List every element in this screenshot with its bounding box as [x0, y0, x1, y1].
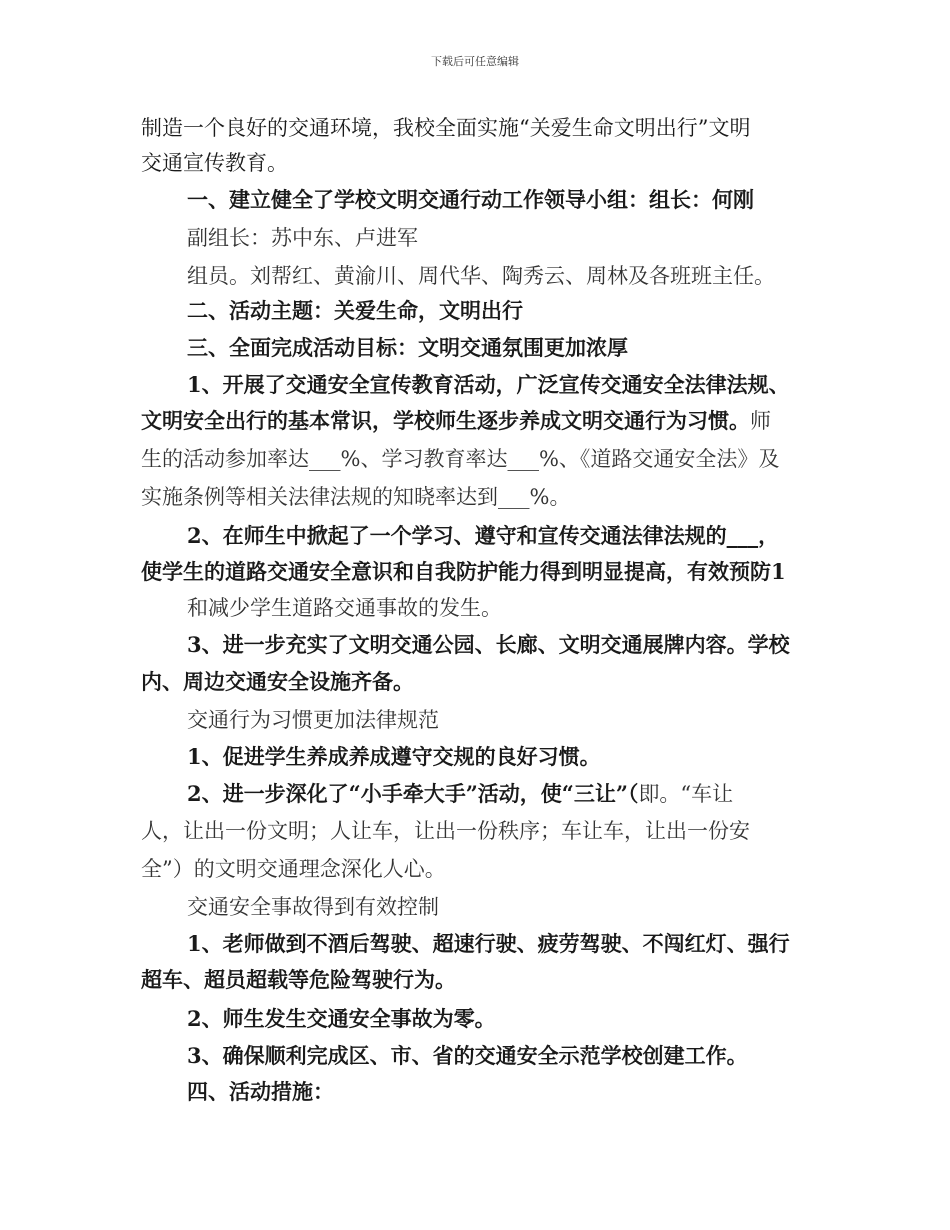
text-line: 交通安全事故得到有效控制 [187, 895, 439, 919]
bold-part: 2、进一步深化了“小手牵大手”活动，使“三让”（ [187, 781, 639, 806]
text-line: 交通宣传教育。 [141, 151, 288, 175]
text-line: 1、促进学生养成养成遵守交规的良好习惯。 [187, 744, 601, 769]
text-line: 3、进一步充实了文明交通公园、长廊、文明交通展牌内容。学校 [187, 632, 790, 657]
text-line: 内、周边交通安全设施齐备。 [141, 669, 414, 694]
text-line: 实施条例等相关法律法规的知晓率达到___%。 [141, 485, 571, 509]
section-heading: 四、活动措施： [187, 1079, 334, 1104]
text-line: 2、师生发生交通安全事故为零。 [187, 1006, 496, 1031]
page-header: 下载后可任意编辑 [431, 55, 519, 68]
text-line: 使学生的道路交通安全意识和自我防护能力得到明显提高，有效预防1 [141, 559, 786, 584]
text-line [187, 779, 733, 809]
text-line: 和减少学生道路交通事故的发生。 [187, 596, 502, 620]
bold-part: 文明安全出行的基本常识，学校师生逐步养成文明交通行为习惯。 [141, 408, 750, 433]
text-line: 生的活动参加率达___%、学习教育率达___%、《道路交通安全法》及 [141, 447, 780, 471]
text-line: 交通行为习惯更加法律规范 [187, 708, 439, 732]
text-line: 超车、超员超载等危险驾驶行为。 [141, 967, 456, 992]
text-line: 3、确保顺利完成区、市、省的交通安全示范学校创建工作。 [187, 1043, 748, 1068]
text-line: 副组长：苏中东、卢进军 [187, 226, 418, 250]
normal-part: 师 [750, 409, 771, 433]
section-heading: 一、建立健全了学校文明交通行动工作领导小组：组长：何刚 [187, 187, 754, 212]
text-line: 组员。刘帮红、黄渝川、周代华、陶秀云、周林及各班班主任。 [187, 264, 775, 288]
normal-part: 即。“车让 [638, 782, 734, 806]
text-line: 2、在师生中掀起了一个学习、遵守和宣传交通法律法规的___， [187, 523, 780, 548]
section-heading: 三、全面完成活动目标：文明交通氛围更加浓厚 [187, 335, 628, 360]
text-line: 1、开展了交通安全宣传教育活动，广泛宣传交通安全法律法规、 [187, 372, 790, 397]
section-heading: 二、活动主题：关爱生命，文明出行 [187, 298, 523, 323]
text-line: 1、老师做到不酒后驾驶、超速行驶、疲劳驾驶、不闯红灯、强行 [187, 931, 790, 956]
text-line [141, 406, 771, 436]
text-line: 全”）的文明交通理念深化人心。 [141, 857, 446, 881]
text-line: 人，让出一份文明；人让车，让出一份秩序；车让车，让出一份安 [141, 819, 750, 843]
text-line: 制造一个良好的交通环境，我校全面实施“关爱生命文明出行”文明 [141, 116, 751, 140]
